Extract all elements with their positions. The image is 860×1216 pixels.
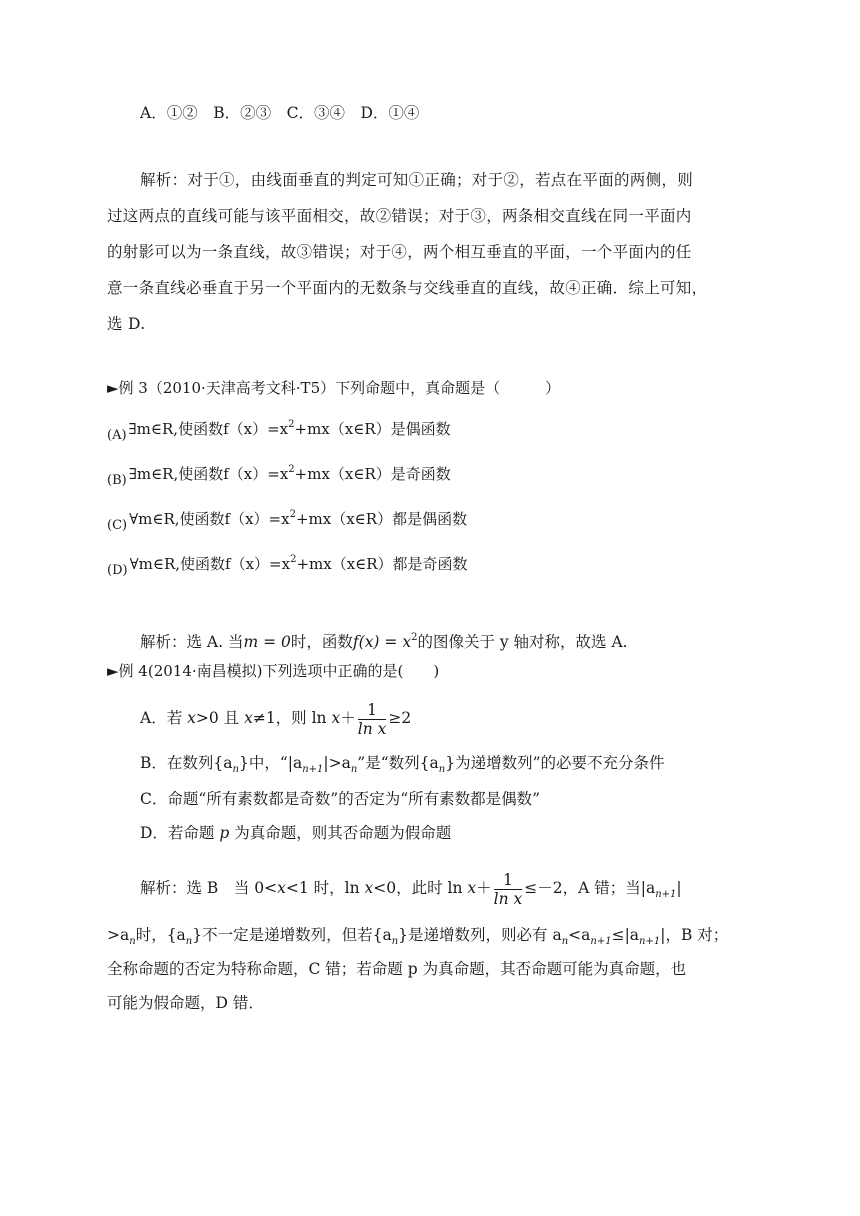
fraction-denominator: ln x <box>493 889 523 908</box>
analysis-text: 的图像关于 y 轴对称，故选 A. <box>417 633 628 651</box>
prev-analysis <box>107 162 772 342</box>
option-text: }为递增数列”的必要不充分条件 <box>445 754 665 772</box>
exponent: 2 <box>290 554 297 565</box>
subscript: n <box>350 764 358 775</box>
subscript: n+1 <box>590 936 612 947</box>
option-rest: +mx（x∈R）是奇函数 <box>294 465 451 483</box>
ex4-option-d <box>140 822 451 844</box>
fraction-denominator: ln x <box>357 719 387 738</box>
prev-analysis-line-5: 选 D. <box>107 315 146 333</box>
option-text: }中，“|a <box>238 754 303 772</box>
option-text: D．若命题 <box>140 824 220 842</box>
ex4-option-c: C．命题“所有素数都是奇数”的否定为“所有素数都是偶数” <box>140 790 541 808</box>
quantifier: ∃m∈R, <box>128 420 179 438</box>
fraction <box>358 701 387 738</box>
subscript: n <box>438 764 446 775</box>
analysis-text: }是递增数列，则必有 a <box>398 926 562 944</box>
subscript: n <box>232 764 239 775</box>
ex4-analysis-line-4: 可能为假命题，D 错． <box>107 994 264 1012</box>
var-x: x <box>244 709 253 727</box>
ex3-option-a <box>107 414 451 442</box>
var-x: x <box>467 879 477 897</box>
option-text: 使函数f（x）=x <box>178 465 289 483</box>
option-label: (D) <box>107 563 128 578</box>
quantifier: ∀m∈R, <box>129 510 180 528</box>
analysis-text: ≤－2，A 错；当|a <box>524 879 656 897</box>
subscript: n+1 <box>302 764 324 775</box>
prev-analysis-line-1: 解析：对于①，由线面垂直的判定可知①正确；对于②，若点在平面的两侧，则 <box>140 171 694 189</box>
subscript: n <box>185 936 193 947</box>
option-text: B．在数列{a <box>140 754 233 772</box>
var-p: p <box>219 824 230 842</box>
option-label: (C) <box>107 518 128 533</box>
option-rest: +mx（x∈R）是偶函数 <box>294 420 451 438</box>
ex3-heading: ►例 3（2010·天津高考文科·T5）下列命题中，真命题是（ ） <box>107 379 561 397</box>
subscript: n <box>561 936 569 947</box>
option-text: 为真命题，则其否命题为假命题 <box>229 824 452 842</box>
ex4-analysis-line-1 <box>140 868 682 915</box>
ex3-analysis <box>140 627 628 653</box>
analysis-text: |，B 对； <box>660 926 729 944</box>
exponent: 2 <box>288 464 295 475</box>
subscript: n <box>391 936 399 947</box>
ex4-option-b <box>140 752 665 781</box>
abs-bar: | <box>676 879 682 897</box>
ex3-option-d <box>107 549 468 577</box>
option-label: (B) <box>107 473 127 488</box>
option-text: A．若 <box>140 709 188 727</box>
exponent: 2 <box>289 509 296 520</box>
analysis-text: <0，此时 ln <box>373 879 468 897</box>
analysis-text: <a <box>568 926 591 944</box>
option-text: ≠1，则 ln <box>252 709 332 727</box>
option-text: 使函数f（x）=x <box>180 555 291 573</box>
subscript: n+1 <box>655 889 677 900</box>
analysis-text: 解析：选 B 当 0< <box>140 879 278 897</box>
option-text: |>a <box>323 754 351 772</box>
option-rest: +mx（x∈R）都是偶函数 <box>295 510 468 528</box>
prev-analysis-line-3: 的射影可以为一条直线，故③错误；对于④，两个相互垂直的平面，一个平面内的任 <box>107 243 692 261</box>
option-label: (A) <box>107 428 127 443</box>
math-fx: f(x) = x <box>352 633 412 651</box>
ex3-option-b <box>107 459 451 487</box>
ex4-option-a <box>140 698 411 738</box>
exponent: 2 <box>411 632 418 643</box>
plus-sign: ＋ <box>476 879 492 897</box>
analysis-text: ≤|a <box>611 926 640 944</box>
option-text: ≥2 <box>388 709 412 727</box>
analysis-text: >a <box>107 926 130 944</box>
ex3-option-c <box>107 504 467 532</box>
plus-sign: ＋ <box>340 709 356 727</box>
math-m: m = 0 <box>243 633 291 651</box>
option-text: >0 且 <box>195 709 245 727</box>
var-x: x <box>364 879 374 897</box>
fraction-numerator: 1 <box>358 701 387 720</box>
analysis-text: 时，函数 <box>290 633 353 651</box>
analysis-text: <1 时，ln <box>285 879 365 897</box>
prev-options: A．①② B．②③ C．③④ D．①④ <box>140 104 420 122</box>
ex4-analysis-line-2 <box>107 924 728 953</box>
option-text: ”是“数列{a <box>357 754 439 772</box>
analysis-text: 时，{a <box>135 926 186 944</box>
var-x: x <box>331 709 341 727</box>
subscript: n <box>129 936 136 947</box>
subscript: n+1 <box>639 936 661 947</box>
prev-analysis-line-4: 意一条直线必垂直于另一个平面内的无数条与交线垂直的直线，故④正确．综上可知， <box>107 279 708 297</box>
fraction-numerator: 1 <box>494 871 523 890</box>
exponent: 2 <box>288 419 295 430</box>
quantifier: ∃m∈R, <box>128 465 179 483</box>
analysis-text: 解析：选 A. 当 <box>140 633 244 651</box>
var-x: x <box>187 709 196 727</box>
ex4-heading: ►例 4(2014·南昌模拟)下列选项中正确的是( ) <box>107 662 440 680</box>
option-text: 使函数f（x）=x <box>179 510 290 528</box>
option-text: 使函数f（x）=x <box>178 420 289 438</box>
prev-analysis-line-2: 过这两点的直线可能与该平面相交，故②错误；对于③，两条相交直线在同一平面内 <box>107 207 692 225</box>
option-rest: +mx（x∈R）都是奇函数 <box>296 555 468 573</box>
ex4-analysis-line-3: 全称命题的否定为特称命题，C 错；若命题 p 为真命题，其否命题可能为真命题，也 <box>107 960 687 978</box>
var-x: x <box>277 879 286 897</box>
fraction <box>494 871 523 908</box>
analysis-text: }不一定是递增数列，但若{a <box>192 926 392 944</box>
quantifier: ∀m∈R, <box>129 555 181 573</box>
